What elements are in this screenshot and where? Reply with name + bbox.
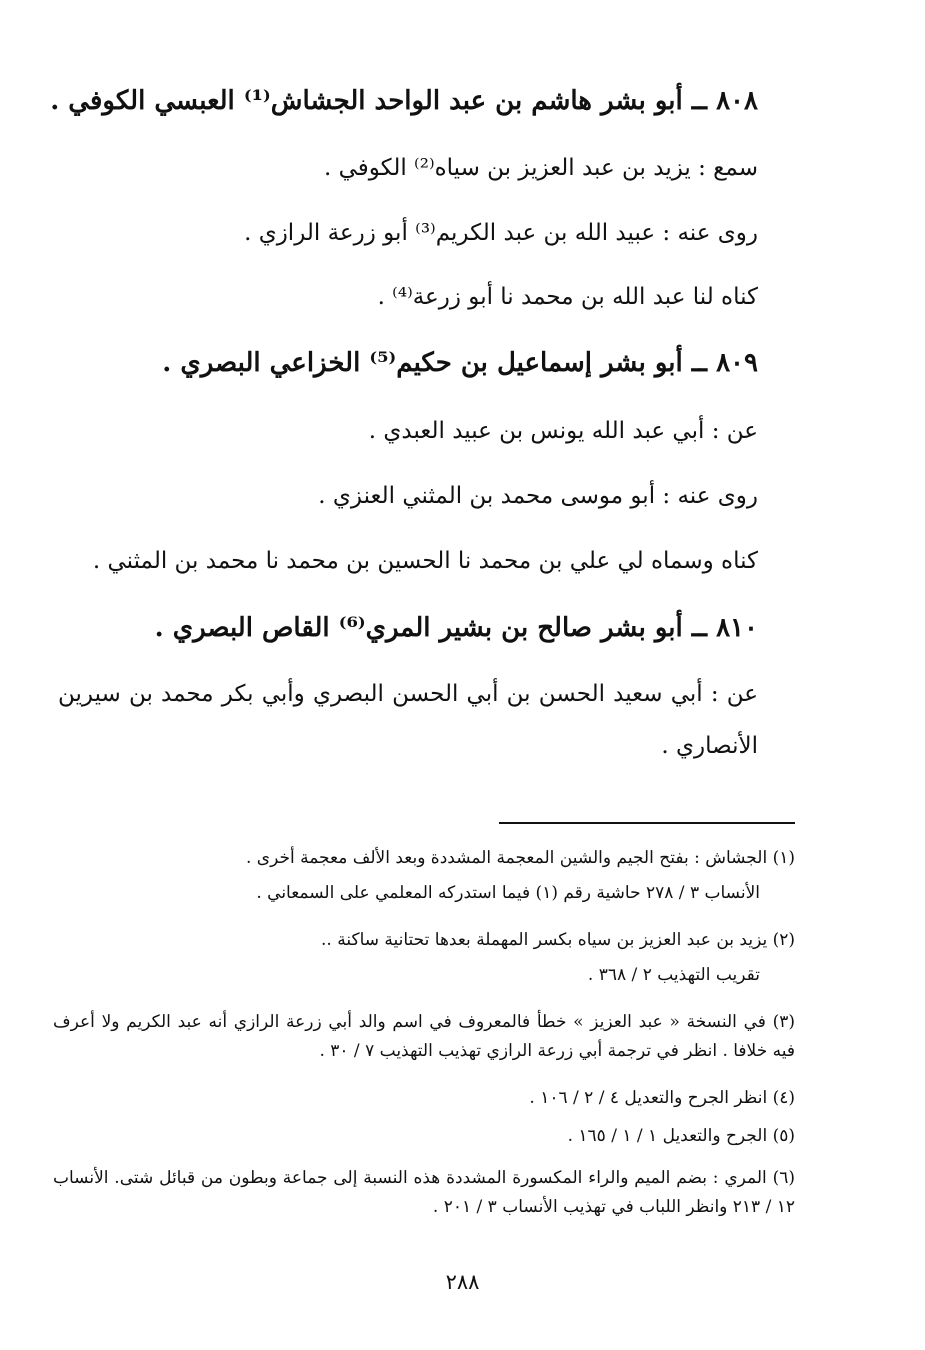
entry-810-line-1: عن : أبي سعيد الحسن بن أبي الحسن البصري وأبي بكر محمد بن سيرين الأنصاري . bbox=[58, 681, 758, 759]
footnote-5: (٥) الجرح والتعديل ١ / ١ / ١٦٥ . bbox=[567, 1126, 795, 1146]
footnote-2: (٢) يزيد بن عبد العزيز بن سياه بكسر المهملة بعدها تحتانية ساكنة .. bbox=[321, 930, 795, 950]
footnote-6: (٦) المري : بضم الميم والراء المكسورة المشددة هذه النسبة إلى جماعة وبطون من قبائل شتى. الأنساب ١٢ / ٢١٣ وانظر اللباب في تهذيب الأنساب ٣ / ٢٠١ . bbox=[53, 1168, 795, 1217]
entry-809-line-2: روى عنه : أبو موسى محمد بن المثني العنزي . bbox=[318, 483, 758, 509]
entry-heading-809: ٨٠٩ ــ أبو بشر إسماعيل بن حكيم⁽⁵⁾ الخزاعي البصري . bbox=[162, 348, 758, 378]
footnote-separator bbox=[499, 822, 795, 824]
entry-808-line-3: كناه لنا عبد الله بن محمد نا أبو زرعة⁽⁴⁾ . bbox=[377, 284, 758, 310]
page-number: ٢٨٨ bbox=[445, 1270, 480, 1294]
entry-809-line-3: كناه وسماه لي علي بن محمد نا الحسين بن محمد نا محمد بن المثني . bbox=[92, 548, 758, 574]
entry-808-line-2: روى عنه : عبيد الله بن عبد الكريم⁽³⁾ أبو زرعة الرازي . bbox=[244, 220, 758, 246]
footnote-1-continuation: الأنساب ٣ / ٢٧٨ حاشية رقم (١) فيما استدركه المعلمي على السمعاني . bbox=[256, 883, 760, 903]
footnote-3: (٣) في النسخة « عبد العزيز » خطأ فالمعروف في اسم والد أبي زرعة الرازي أنه عبد الكريم ولا أعرف فيه خلافا . انظر في ترجمة أبي زرعة الرازي تهذيب التهذيب ٧ / ٣٠ . bbox=[53, 1012, 795, 1061]
footnote-1: (١) الجشاش : بفتح الجيم والشين المعجمة المشددة وبعد الألف معجمة أخرى . bbox=[245, 848, 795, 868]
footnote-4: (٤) انظر الجرح والتعديل ٤ / ٢ / ١٠٦ . bbox=[529, 1088, 795, 1108]
entry-heading-810: ٨١٠ ــ أبو بشر صالح بن بشير المري⁽⁶⁾ القاص البصري . bbox=[154, 613, 758, 643]
entry-809-line-1: عن : أبي عبد الله يونس بن عبيد العبدي . bbox=[368, 418, 758, 444]
entry-heading-808: ٨٠٨ ــ أبو بشر هاشم بن عبد الواحد الجشاش⁽¹⁾ العبسي الكوفي . bbox=[50, 86, 758, 116]
footnote-2-continuation: تقريب التهذيب ٢ / ٣٦٨ . bbox=[587, 965, 760, 985]
entry-808-line-1: سمع : يزيد بن عبد العزيز بن سياه⁽²⁾ الكوفي . bbox=[323, 155, 758, 181]
